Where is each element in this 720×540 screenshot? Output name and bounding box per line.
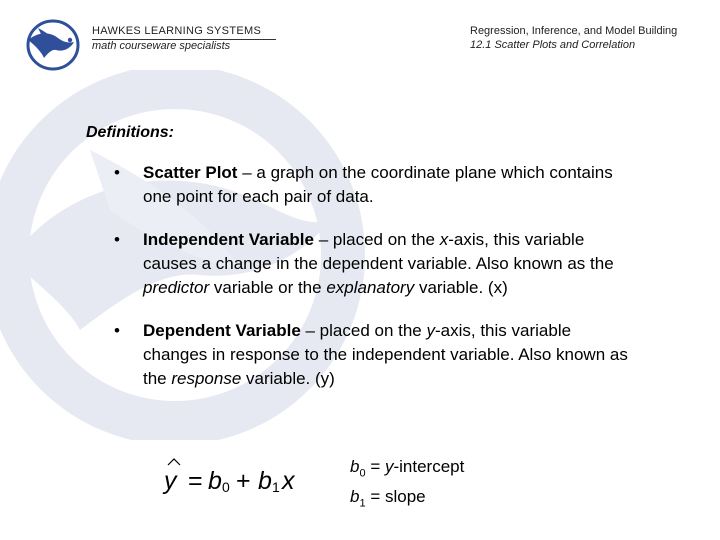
formula-y: y [164, 467, 177, 495]
axis-name: y [426, 321, 435, 340]
formula-sub1: 1 [272, 479, 280, 495]
definition-dependent-variable [114, 319, 634, 391]
definition-text: variable. (x) [414, 278, 508, 297]
definition-independent-variable [114, 228, 634, 300]
legend-symbol: b [350, 487, 360, 507]
course-title: Regression, Inference, and Model Building [470, 25, 678, 37]
formula-b0: b [208, 467, 222, 495]
formula-x: x [282, 467, 295, 495]
legend-intercept [350, 455, 464, 485]
formula-b1: b [258, 467, 272, 495]
brand-tagline: math courseware specialists [92, 40, 231, 52]
regression-formula [160, 455, 320, 497]
formula-sub0: 0 [222, 479, 230, 495]
legend-variable: y [384, 457, 394, 476]
legend-description: -intercept [393, 457, 465, 476]
emphasis-text: explanatory [326, 278, 415, 297]
definition-text: variable. (y) [241, 369, 335, 388]
formula-plus: + [236, 467, 251, 495]
definition-scatter-plot [114, 161, 634, 209]
definition-text: – placed on the [314, 230, 440, 249]
legend-subscript: 0 [359, 467, 366, 480]
emphasis-text: predictor [143, 278, 210, 297]
legend-slope [350, 485, 464, 515]
term-label: Scatter Plot [143, 163, 238, 182]
formula-legend [350, 455, 464, 516]
legend-subscript: 1 [359, 497, 366, 510]
section-title: 12.1 Scatter Plots and Correlation [470, 39, 636, 51]
legend-equals: = [365, 457, 385, 476]
formula-equals: = [188, 467, 203, 495]
definition-text: -axis, this variable causes a change in the dependent variable. Also known as the [143, 230, 614, 273]
definition-list [114, 161, 634, 410]
hat-accent-icon [168, 459, 180, 465]
legend-symbol: b [350, 457, 360, 476]
definition-text: – a graph on the coordinate plane which contains one point for each pair of data. [143, 163, 613, 206]
bullet-marker: • [114, 230, 120, 249]
axis-name: x [439, 230, 449, 249]
hawkes-logo-icon [24, 18, 82, 72]
bullet-marker: • [114, 321, 120, 340]
brand-block [92, 24, 276, 52]
definition-text: variable or the [209, 278, 327, 297]
emphasis-text: response [171, 369, 242, 388]
definition-text: -axis, this variable changes in response to the independent variable. Also known as the [143, 321, 628, 388]
brand-name: HAWKES LEARNING SYSTEMS [92, 25, 262, 37]
definitions-heading: Definitions: [86, 124, 174, 141]
course-block [470, 24, 677, 52]
bullet-marker: • [114, 163, 120, 182]
definition-text: – placed on the [300, 321, 427, 340]
term-label: Independent Variable [143, 230, 314, 249]
term-label: Dependent Variable [143, 321, 301, 340]
legend-equals: = [365, 487, 385, 507]
legend-description: slope [384, 487, 426, 507]
